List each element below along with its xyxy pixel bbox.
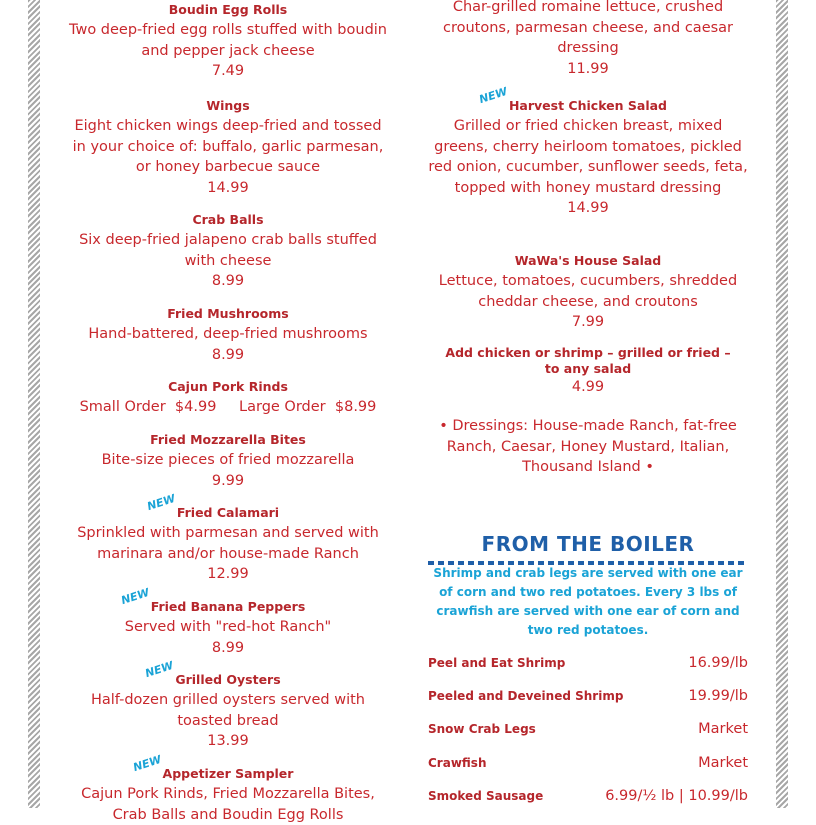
small-order-price: $4.99	[174, 399, 217, 415]
menu-item	[68, 95, 388, 198]
item-price: 9.99	[211, 472, 245, 489]
item-name-wrap	[119, 585, 306, 615]
item-price: 7.99	[571, 314, 605, 330]
item-description: Char-grilled romaine lettuce, crushed croutons, parmesan cheese, and caesar dressing	[442, 0, 734, 56]
item-price: 13.99	[207, 733, 249, 749]
menu-item	[68, 429, 388, 491]
large-order-label: Large Order	[239, 399, 326, 415]
boiler-item-price: 16.99/lb	[688, 655, 748, 671]
menu-item	[68, 209, 388, 292]
item-price: 7.49	[211, 63, 245, 79]
item-name-wrap	[143, 658, 281, 688]
item-description: Six deep-fried jalapeno crab balls stuffed with cheese	[79, 232, 377, 269]
item-description: Grilled or fried chicken breast, mixed greens, cherry heirloom tomatoes, pickled red onion, cucumber, sunflower seeds, feta, topped with honey mustard dressing	[428, 118, 748, 196]
boiler-item-price: 19.99/lb	[688, 688, 748, 704]
new-badge: NEW	[145, 491, 177, 514]
item-description: Bite-size pieces of fried mozzarella	[101, 452, 355, 468]
menu-item	[68, 491, 388, 585]
menu-item	[68, 376, 388, 417]
boiler-row	[428, 788, 748, 806]
item-description: Cajun Pork Rinds, Fried Mozzarella Bites, Crab Balls and Boudin Egg Rolls	[81, 786, 375, 823]
item-description: Two deep-fried egg rolls stuffed with boudin and pepper jack cheese	[69, 22, 387, 59]
boiler-item-price: 6.99/½ lb | 10.99/lb	[605, 788, 748, 804]
boiler-row	[428, 655, 748, 673]
item-name: Fried Calamari	[176, 505, 280, 520]
item-name-wrap	[145, 491, 280, 521]
item-name: Fried Banana Peppers	[150, 599, 306, 614]
item-name: Add chicken or shrimp – grilled or fried – to any salad	[445, 345, 731, 376]
boiler-item-name: Peel and Eat Shrimp	[428, 656, 566, 670]
large-order-price: $8.99	[334, 399, 377, 415]
boiler-item-name: Snow Crab Legs	[428, 722, 536, 736]
boiler-item-name: Crawfish	[428, 756, 487, 770]
item-price: 8.99	[211, 346, 245, 363]
item-description: Eight chicken wings deep-fried and tossed in your choice of: buffalo, garlic parmesan, or honey barbecue sauce	[72, 118, 384, 175]
dressings-text: • Dressings: House-made Ranch, fat-free Ranch, Caesar, Honey Mustard, Italian, Thousand Island •	[439, 418, 737, 475]
menu-item	[428, 0, 748, 79]
new-badge: NEW	[143, 658, 176, 681]
boiler-row	[428, 755, 748, 773]
item-description: Half-dozen grilled oysters served with toasted bread	[90, 692, 365, 729]
item-price: 14.99	[567, 200, 609, 216]
item-name-wrap	[131, 752, 294, 782]
item-name: Appetizer Sampler	[162, 766, 294, 781]
item-name: Fried Mushrooms	[167, 306, 289, 321]
menu-item	[68, 585, 388, 658]
item-price: 14.99	[207, 179, 249, 196]
item-name-wrap	[477, 84, 668, 114]
item-price: 8.99	[211, 639, 245, 656]
menu-item	[68, 658, 388, 752]
item-name: Boudin Egg Rolls	[168, 2, 288, 17]
item-description: Served with "red-hot Ranch"	[124, 619, 332, 635]
new-badge: NEW	[119, 585, 151, 608]
size-options	[68, 397, 388, 417]
item-description: Lettuce, tomatoes, cucumbers, shredded cheddar cheese, and croutons	[438, 273, 738, 310]
menu-item	[68, 303, 388, 365]
item-name: WaWa's House Salad	[514, 253, 662, 268]
item-name: Harvest Chicken Salad	[508, 98, 668, 113]
boiler-item-name: Peeled and Deveined Shrimp	[428, 689, 624, 703]
item-price: 8.99	[211, 273, 245, 289]
new-badge: NEW	[131, 752, 163, 775]
boiler-row	[428, 721, 748, 739]
item-description: Sprinkled with parmesan and served with marinara and/or house-made Ranch	[77, 525, 379, 562]
item-name: Crab Balls	[192, 212, 264, 227]
dressings-note	[428, 416, 748, 478]
item-description: Hand-battered, deep-fried mushrooms	[88, 326, 368, 342]
rope-border-right	[776, 0, 788, 808]
menu-item	[428, 345, 748, 398]
menu-item	[68, 0, 388, 82]
small-order-label: Small Order	[79, 399, 166, 415]
boiler-note: Shrimp and crab legs are served with one ear of corn and two red potatoes. Every 3 lbs of crawfish are served with one ear of corn and two red potatoes.	[433, 566, 743, 637]
menu-item	[428, 84, 748, 219]
boiler-item-name: Smoked Sausage	[428, 789, 544, 803]
item-price: 12.99	[207, 566, 249, 582]
boiler-row	[428, 688, 748, 706]
item-price: 11.99	[567, 60, 609, 77]
new-badge: NEW	[477, 84, 509, 107]
menu-item	[428, 250, 748, 333]
item-price: 4.99	[571, 379, 605, 395]
item-name: Wings	[206, 98, 250, 113]
item-name: Cajun Pork Rinds	[168, 379, 288, 394]
item-name: Grilled Oysters	[175, 672, 281, 687]
menu-item	[68, 752, 388, 825]
item-name: Fried Mozzarella Bites	[150, 432, 306, 447]
boiler-item-price: Market	[698, 721, 748, 737]
boiler-item-price: Market	[698, 755, 748, 771]
rope-border-left	[28, 0, 40, 808]
section-title: FROM THE BOILER	[481, 532, 695, 556]
